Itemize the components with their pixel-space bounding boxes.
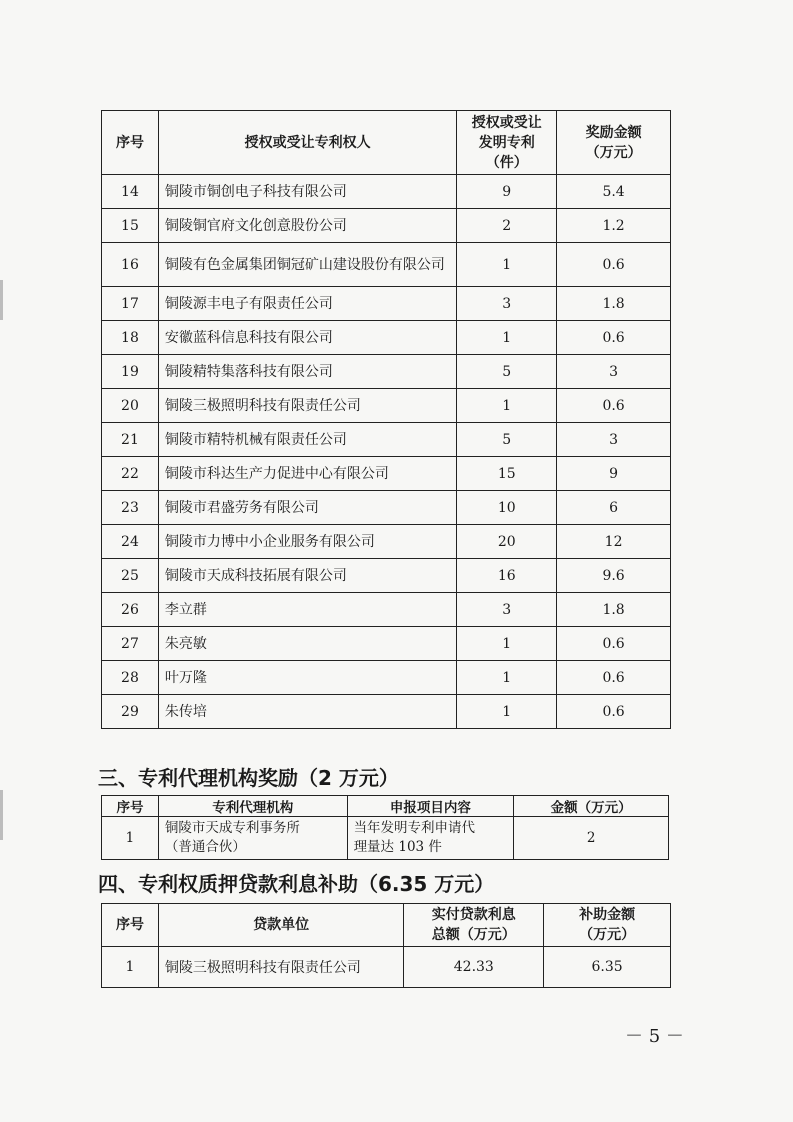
header-unit: 贷款单位 xyxy=(158,904,404,947)
table-row xyxy=(102,525,671,559)
cell-patent-count: 1 xyxy=(457,321,557,355)
header-index: 序号 xyxy=(102,904,159,947)
table-row xyxy=(102,423,671,457)
cell-index: 20 xyxy=(102,389,159,423)
cell-index: 15 xyxy=(102,209,159,243)
cell-index: 19 xyxy=(102,355,159,389)
cell-index: 18 xyxy=(102,321,159,355)
header-patents-line1: 授权或受让 xyxy=(471,114,542,131)
cell-holder-name: 铜陵源丰电子有限责任公司 xyxy=(158,287,456,321)
table-row xyxy=(102,321,671,355)
cell-index: 22 xyxy=(102,457,159,491)
cell-reward-amount: 0.6 xyxy=(557,695,671,729)
table-row xyxy=(102,457,671,491)
table-row xyxy=(102,817,669,860)
agency-reward-table xyxy=(101,795,669,860)
table-row xyxy=(102,627,671,661)
cell-holder-name: 叶万隆 xyxy=(158,661,456,695)
cell-index: 1 xyxy=(102,817,159,860)
table-row xyxy=(102,355,671,389)
header-interest-line1: 实付贷款利息 xyxy=(431,907,516,923)
cell-subsidy: 6.35 xyxy=(544,947,671,988)
header-index: 序号 xyxy=(102,796,159,817)
cell-holder-name: 朱传培 xyxy=(158,695,456,729)
table-header-row xyxy=(102,111,671,175)
section3-title: 三、专利代理机构奖励（2 万元） xyxy=(98,766,399,790)
cell-holder-name: 安徽蓝科信息科技有限公司 xyxy=(158,321,456,355)
cell-patent-count: 1 xyxy=(457,389,557,423)
cell-index: 17 xyxy=(102,287,159,321)
table-row xyxy=(102,175,671,209)
cell-index: 27 xyxy=(102,627,159,661)
section4-title: 四、专利权质押贷款利息补助（6.35 万元） xyxy=(98,872,495,896)
cell-reward-amount: 1.8 xyxy=(557,593,671,627)
cell-index: 16 xyxy=(102,243,159,287)
cell-patent-count: 2 xyxy=(457,209,557,243)
cell-content-line2: 理量达 103 件 xyxy=(353,839,442,855)
cell-patent-count: 10 xyxy=(457,491,557,525)
cell-content-line1: 当年发明专利申请代 xyxy=(353,820,476,836)
table-body xyxy=(102,175,671,729)
cell-index: 26 xyxy=(102,593,159,627)
header-index: 序号 xyxy=(102,111,159,175)
header-reward xyxy=(557,111,671,175)
cell-reward-amount: 6 xyxy=(557,491,671,525)
cell-patent-count: 3 xyxy=(457,593,557,627)
cell-content xyxy=(347,817,514,860)
cell-reward-amount: 3 xyxy=(557,423,671,457)
cell-patent-count: 3 xyxy=(457,287,557,321)
header-patents-line2: 发明专利 xyxy=(478,134,535,151)
table-row xyxy=(102,593,671,627)
cell-reward-amount: 5.4 xyxy=(557,175,671,209)
table-row xyxy=(102,559,671,593)
cell-index: 24 xyxy=(102,525,159,559)
cell-holder-name: 铜陵市力博中小企业服务有限公司 xyxy=(158,525,456,559)
cell-holder-name: 铜陵市精特机械有限责任公司 xyxy=(158,423,456,457)
cell-holder-name: 朱亮敏 xyxy=(158,627,456,661)
patent-holders-table xyxy=(101,110,671,729)
header-reward-line2: （万元） xyxy=(585,144,642,161)
cell-holder-name: 铜陵三极照明科技有限责任公司 xyxy=(158,389,456,423)
cell-index: 23 xyxy=(102,491,159,525)
cell-amount: 2 xyxy=(514,817,669,860)
table-header-row xyxy=(102,796,669,817)
cell-reward-amount: 0.6 xyxy=(557,389,671,423)
header-interest-line2: 总额（万元） xyxy=(431,927,516,943)
cell-patent-count: 1 xyxy=(457,695,557,729)
cell-holder-name: 李立群 xyxy=(158,593,456,627)
cell-holder-name: 铜陵精特集落科技有限公司 xyxy=(158,355,456,389)
cell-patent-count: 1 xyxy=(457,661,557,695)
cell-patent-count: 16 xyxy=(457,559,557,593)
header-subsidy-line2: （万元） xyxy=(579,927,636,943)
table-row xyxy=(102,491,671,525)
header-subsidy-line1: 补助金额 xyxy=(579,907,636,923)
header-amount: 金额（万元） xyxy=(514,796,669,817)
cell-reward-amount: 0.6 xyxy=(557,321,671,355)
cell-patent-count: 5 xyxy=(457,355,557,389)
cell-reward-amount: 0.6 xyxy=(557,243,671,287)
cell-agency-line1: 铜陵市天成专利事务所 xyxy=(164,820,300,836)
cell-reward-amount: 0.6 xyxy=(557,627,671,661)
table-row xyxy=(102,209,671,243)
cell-patent-count: 15 xyxy=(457,457,557,491)
cell-holder-name: 铜陵市君盛劳务有限公司 xyxy=(158,491,456,525)
cell-index: 1 xyxy=(102,947,159,988)
cell-index: 14 xyxy=(102,175,159,209)
loan-subsidy-table xyxy=(101,903,671,988)
table-row xyxy=(102,695,671,729)
table-row xyxy=(102,389,671,423)
table-row xyxy=(102,287,671,321)
header-holder: 授权或受让专利权人 xyxy=(158,111,456,175)
table-row xyxy=(102,661,671,695)
cell-reward-amount: 3 xyxy=(557,355,671,389)
cell-holder-name: 铜陵市科达生产力促进中心有限公司 xyxy=(158,457,456,491)
header-patents xyxy=(457,111,557,175)
cell-index: 29 xyxy=(102,695,159,729)
cell-reward-amount: 12 xyxy=(557,525,671,559)
table-header-row xyxy=(102,904,671,947)
cell-interest: 42.33 xyxy=(404,947,544,988)
header-agency: 专利代理机构 xyxy=(158,796,347,817)
cell-unit: 铜陵三极照明科技有限责任公司 xyxy=(158,947,404,988)
cell-patent-count: 5 xyxy=(457,423,557,457)
cell-index: 21 xyxy=(102,423,159,457)
cell-agency-line2: （普通合伙） xyxy=(164,839,246,855)
cell-reward-amount: 1.2 xyxy=(557,209,671,243)
table-row xyxy=(102,243,671,287)
cell-reward-amount: 0.6 xyxy=(557,661,671,695)
header-reward-line1: 奖励金额 xyxy=(585,124,642,141)
cell-reward-amount: 9.6 xyxy=(557,559,671,593)
cell-index: 28 xyxy=(102,661,159,695)
scan-mark xyxy=(0,280,3,320)
cell-holder-name: 铜陵铜官府文化创意股份公司 xyxy=(158,209,456,243)
cell-patent-count: 9 xyxy=(457,175,557,209)
cell-patent-count: 20 xyxy=(457,525,557,559)
page-number: － 5 － xyxy=(625,1026,684,1047)
cell-index: 25 xyxy=(102,559,159,593)
cell-patent-count: 1 xyxy=(457,243,557,287)
header-interest xyxy=(404,904,544,947)
scan-mark xyxy=(0,790,3,840)
header-patents-line3: （件） xyxy=(485,154,528,171)
cell-reward-amount: 9 xyxy=(557,457,671,491)
table-row xyxy=(102,947,671,988)
cell-holder-name: 铜陵市铜创电子科技有限公司 xyxy=(158,175,456,209)
cell-holder-name: 铜陵有色金属集团铜冠矿山建设股份有限公司 xyxy=(158,243,456,287)
header-content: 申报项目内容 xyxy=(347,796,514,817)
cell-reward-amount: 1.8 xyxy=(557,287,671,321)
cell-patent-count: 1 xyxy=(457,627,557,661)
cell-holder-name: 铜陵市天成科技拓展有限公司 xyxy=(158,559,456,593)
cell-agency xyxy=(158,817,347,860)
header-subsidy xyxy=(544,904,671,947)
